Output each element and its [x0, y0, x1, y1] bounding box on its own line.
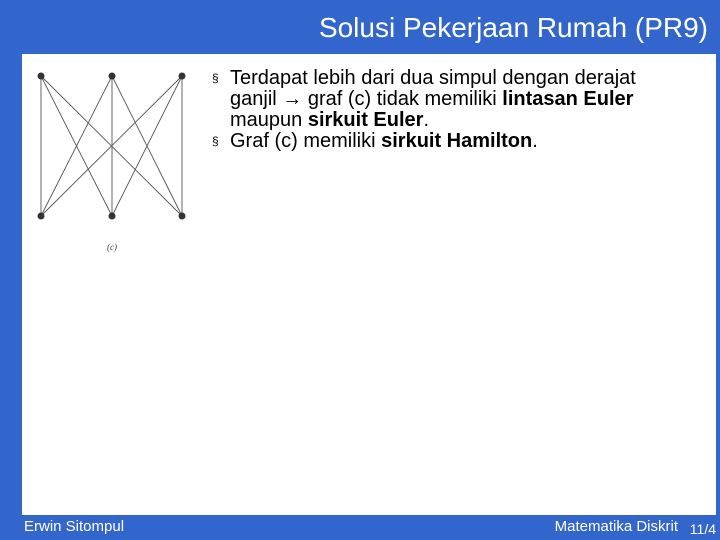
bullet-item [212, 68, 682, 131]
bullet-text: graf (c) tidak memiliki [302, 88, 503, 110]
bullet-bold: sirkuit Hamilton [381, 130, 533, 152]
bullet-text: . [532, 130, 538, 152]
graph-vertex [109, 213, 116, 220]
footer-course: Matematika Diskrit [554, 518, 678, 535]
graph-caption: (c) [107, 242, 117, 252]
graph-vertex [38, 213, 45, 220]
bullet-marker: § [212, 71, 219, 85]
graph-svg [28, 64, 198, 264]
slide-title: Solusi Pekerjaan Rumah (PR9) [318, 12, 708, 43]
bullet-marker: § [212, 134, 219, 148]
right-frame [716, 54, 720, 515]
bullet-text: Graf (c) memiliki [230, 130, 382, 152]
graph-vertex [179, 73, 186, 80]
graph-vertex [179, 213, 186, 220]
arrow-symbol: → [282, 88, 303, 110]
bullet-text: . [423, 109, 430, 131]
bullet-text: maupun [230, 109, 308, 131]
bullet-item [212, 131, 682, 152]
left-frame [0, 54, 22, 515]
graph-vertex [38, 73, 45, 80]
bullet-bold: sirkuit Euler [307, 109, 424, 131]
bullet-list [212, 68, 682, 152]
footer-author: Erwin Sitompul [24, 518, 125, 535]
graph-figure [28, 64, 198, 264]
bullet-text: Terdapat lebih dari dua simpul dengan derajat ganjil [230, 67, 636, 110]
graph-vertex [109, 73, 116, 80]
page-number: 11/4 [689, 521, 716, 537]
bullet-bold: lintasan Euler [502, 88, 634, 110]
